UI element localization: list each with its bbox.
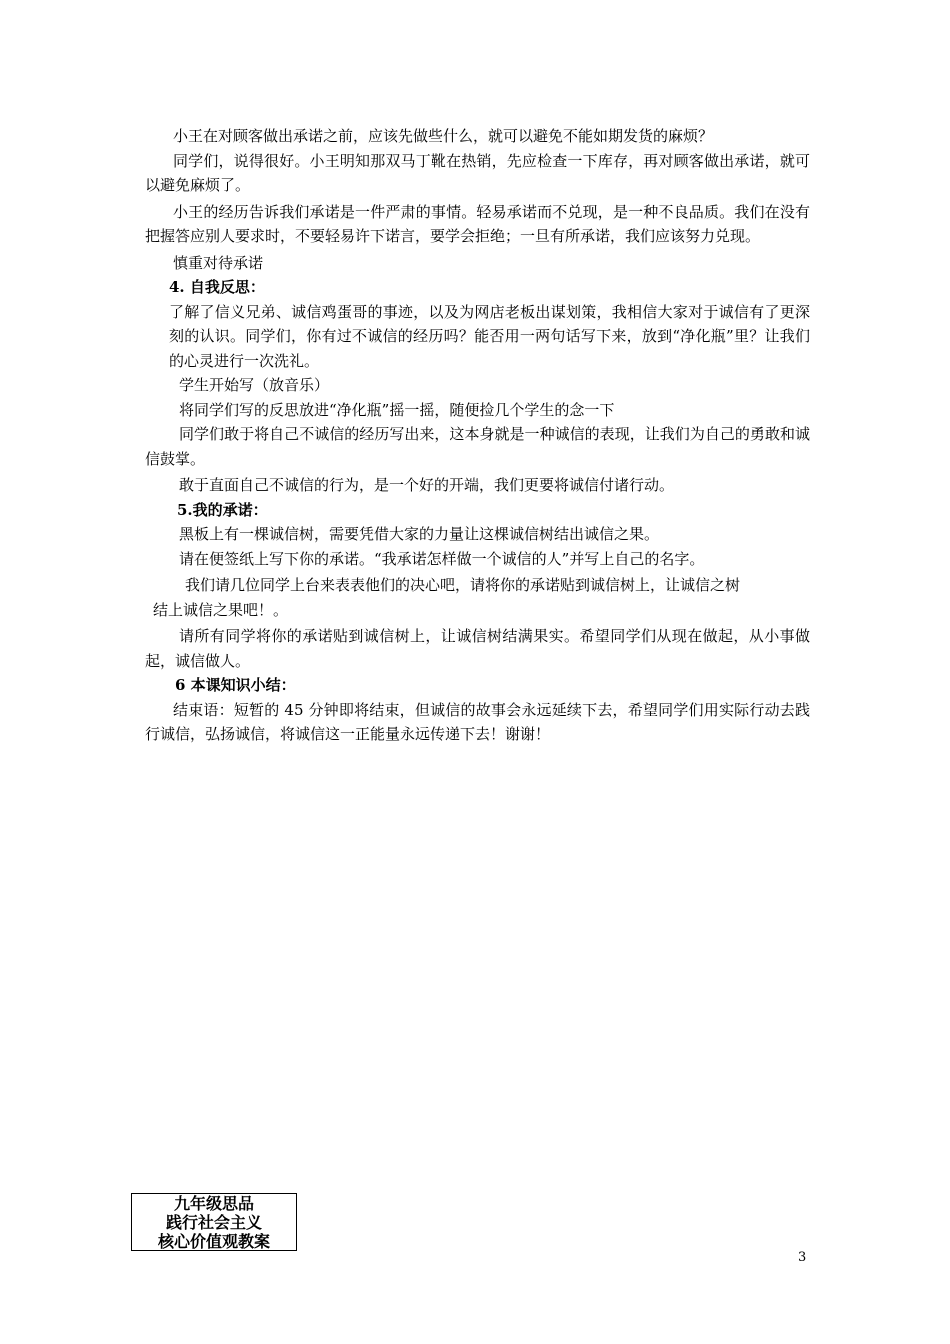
paragraph: 敢于直面自己不诚信的行为，是一个好的开端，我们更要将诚信付诸行动。 (179, 476, 675, 494)
document-body (145, 124, 810, 747)
paragraph: 慎重对待承诺 (173, 253, 264, 272)
section-heading: 6 本课知识小结： (175, 676, 296, 694)
paragraph: 我们请几位同学上台来表表他们的决心吧，请将你的承诺贴到诚信树上，让诚信之树 (185, 576, 741, 594)
paragraph: 小王的经历告诉我们承诺是一件严肃的事情。轻易承诺而不兑现，是一种不良品质。我们在没有把握答应别人要求时，不要轻易许下诺言，要学会拒绝；一旦有所承诺，我们应该努力兑现。 (145, 202, 810, 245)
paragraph: 同学们敢于将自己不诚信的经历写出来，这本身就是一种诚信的表现，让我们为自己的勇敢和诚信鼓掌。 (145, 425, 810, 468)
footer-line: 践行社会主义 (165, 1213, 262, 1232)
footer-line: 九年级思品 (173, 1194, 254, 1213)
paragraph: 小王在对顾客做出承诺之前，应该先做些什么，就可以避免不能如期发货的麻烦？ (173, 127, 714, 145)
paragraph: 结束语：短暂的 45 分钟即将结束，但诚信的故事会永远延续下去，希望同学们用实际行动去践行诚信，弘扬诚信，将诚信这一正能量永远传递下去！谢谢！ (145, 700, 810, 743)
paragraph: 同学们，说得很好。小王明知那双马丁靴在热销，先应检查一下库存，再对顾客做出承诺，就可以避免麻烦了。 (145, 151, 810, 194)
section-heading: 5.我的承诺： (177, 500, 268, 519)
paragraph: 将同学们写的反思放进“净化瓶”摇一摇，随便捡几个学生的念一下 (179, 400, 615, 419)
footer-title-box (131, 1193, 297, 1251)
paragraph: 学生开始写（放音乐） (179, 376, 330, 394)
paragraph: 了解了信义兄弟、诚信鸡蛋哥的事迹，以及为网店老板出谋划策，我相信大家对于诚信有了更深刻的认识。同学们，你有过不诚信的经历吗？能否用一两句话写下来，放到“净化瓶”里？让我们的心灵进行一次洗礼。 (169, 302, 810, 370)
paragraph: 黑板上有一棵诚信树，需要凭借大家的力量让这棵诚信树结出诚信之果。 (179, 525, 660, 543)
footer-line: 核心价值观教案 (157, 1232, 270, 1251)
paragraph: 请所有同学将你的承诺贴到诚信树上，让诚信树结满果实。希望同学们从现在做起，从小事做起，诚信做人。 (145, 627, 810, 670)
paragraph: 请在便签纸上写下你的承诺。“我承诺怎样做一个诚信的人”并写上自己的名字。 (179, 549, 705, 568)
section-heading: 4. 自我反思： (169, 278, 265, 296)
page-number: 3 (798, 1250, 807, 1265)
paragraph: 结上诚信之果吧！。 (153, 600, 289, 619)
